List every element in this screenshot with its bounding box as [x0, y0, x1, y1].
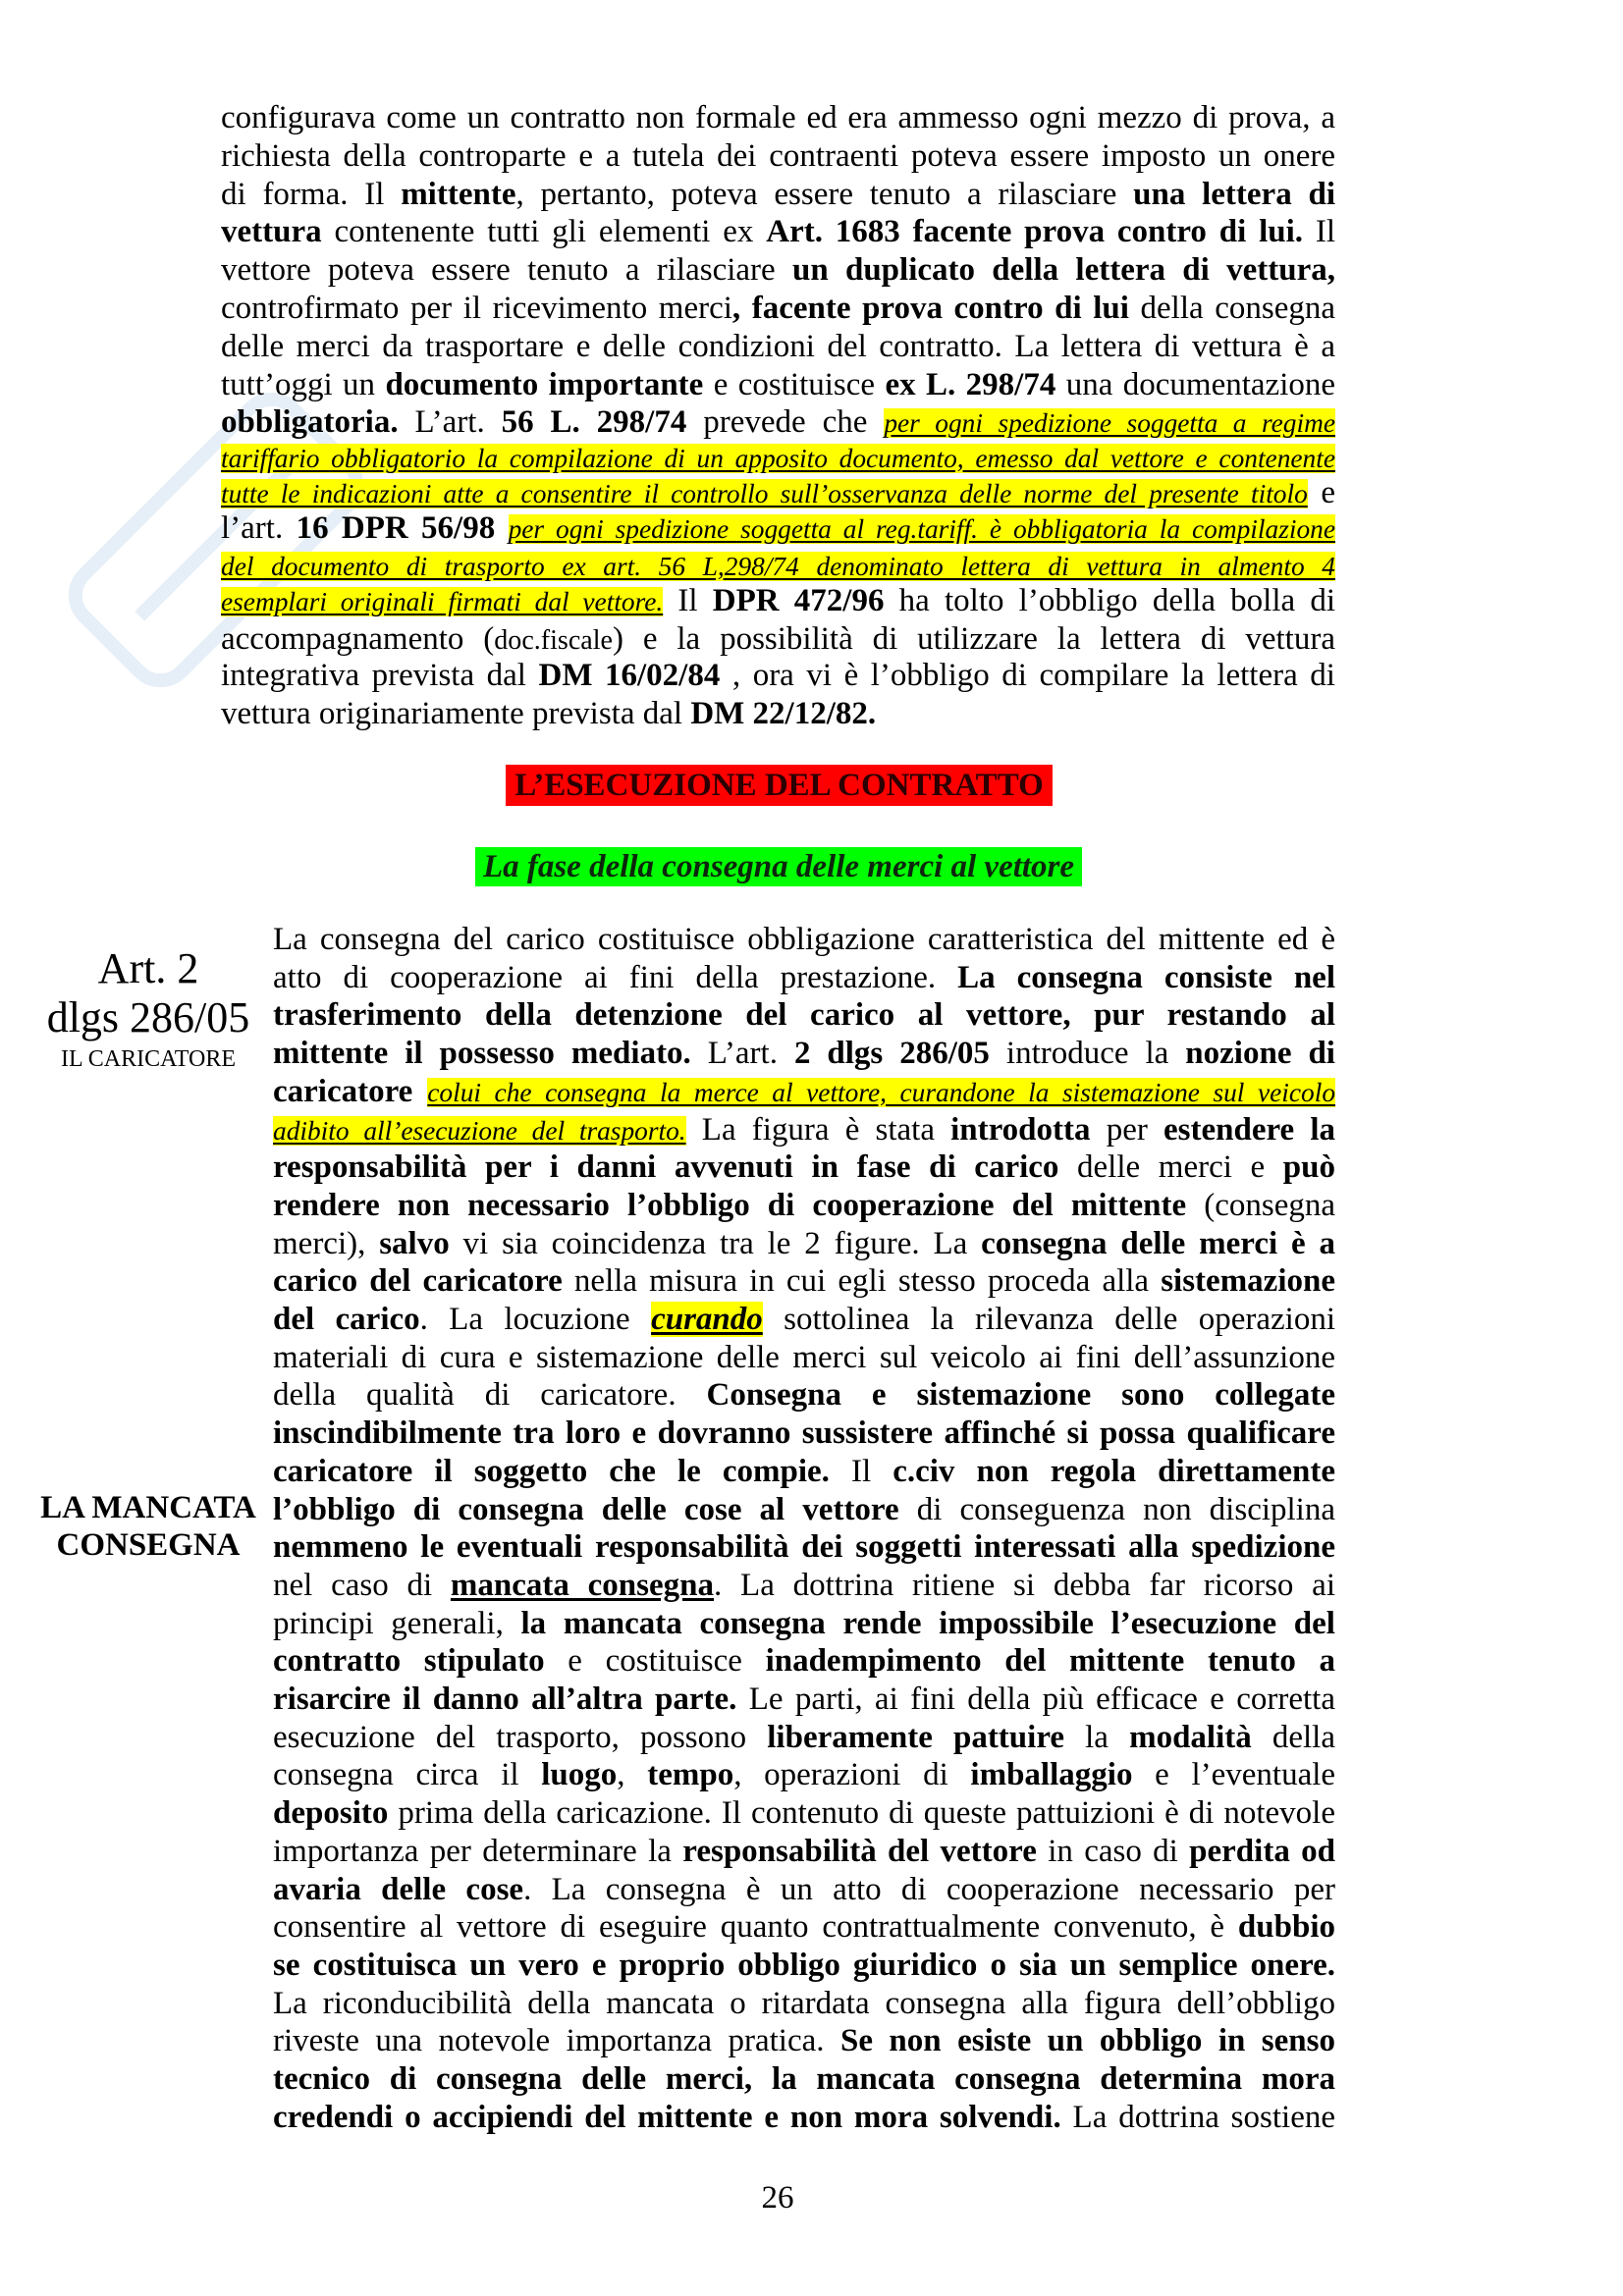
bold-text: tecnico di consegna delle merci, la mancata consegna determina mora — [273, 2061, 1335, 2097]
bold-text: liberamente pattuire — [767, 1720, 1065, 1755]
text-line — [273, 1073, 1335, 1110]
text-line — [221, 251, 1335, 289]
text-line — [273, 1453, 1335, 1490]
text-run: integrativa prevista dal — [221, 658, 539, 693]
text-run: nel caso di — [273, 1568, 451, 1603]
text-run: configurava come un contratto non formale ed era ammesso ogni mezzo di prova, a — [221, 100, 1335, 135]
text-line — [221, 657, 1335, 694]
highlighted-text: adibito all’esecuzione del trasporto. — [273, 1116, 686, 1146]
text-line — [273, 1339, 1335, 1376]
bold-text: contratto stipulato — [273, 1643, 545, 1679]
bold-text: consegna delle merci è a — [981, 1226, 1335, 1261]
highlighted-text: colui che consegna la merce al vettore, curandone la sistemazione sul veicolo — [427, 1078, 1336, 1107]
text-run: Le parti, ai fini della più efficace e corretta — [736, 1682, 1335, 1717]
bold-text: c.civ non regola direttamente — [893, 1454, 1335, 1489]
bold-text: sistemazione — [1161, 1263, 1335, 1299]
page-number: 26 — [761, 2180, 794, 2216]
bold-text: DM 22/12/82. — [690, 696, 877, 731]
text-line — [273, 1111, 1335, 1148]
text-run: richiesta della controparte e a tutela dei contraenti poteva essere imposto un onere — [221, 138, 1335, 174]
text-run: vi sia coincidenza tra le 2 figure. La — [449, 1226, 982, 1261]
bold-text: , facente prova contro di lui — [731, 291, 1129, 326]
text-run: consentire al vettore di eseguire quanto contrattualmente convenuto, è — [273, 1909, 1238, 1945]
text-run: Il — [1303, 214, 1335, 249]
text-run: ) e la possibilità di utilizzare la lettera di vettura — [612, 621, 1335, 657]
text-line — [273, 1947, 1335, 1984]
text-run: merci), — [273, 1226, 380, 1261]
text-run: e l’eventuale — [1132, 1757, 1336, 1792]
text-line — [273, 1605, 1335, 1642]
highlighted-text: esemplari originali firmati dal vettore. — [221, 587, 664, 616]
bold-text: una lettera di — [1133, 177, 1335, 212]
text-run: L’art. — [690, 1036, 794, 1071]
highlighted-text: per ogni spedizione soggetta al reg.tariff. è obbligatoria la compilazione — [508, 514, 1335, 544]
bold-text: caricatore il soggetto che le compie. — [273, 1454, 830, 1489]
text-line — [221, 137, 1335, 175]
text-line — [273, 1985, 1335, 2022]
text-line — [273, 1681, 1335, 1718]
text-run: della consegna — [1128, 291, 1335, 326]
text-run: l’art. — [221, 510, 297, 546]
text-run: importanza per determinare la — [273, 1834, 683, 1869]
text-run: e costituisce — [703, 367, 886, 402]
text-line — [221, 99, 1335, 136]
bold-text: 2 dlgs 286/05 — [793, 1036, 990, 1071]
subsection-heading: La fase della consegna delle merci al vettore — [475, 847, 1082, 886]
text-run: una documentazione — [1055, 367, 1336, 402]
bold-text: caricatore — [273, 1074, 413, 1109]
text-run: La riconducibilità della mancata o ritardata consegna alla figura dell’obbligo — [273, 1986, 1335, 2021]
text-run: in caso di — [1036, 1834, 1190, 1869]
section-heading: L’ESECUZIONE DEL CONTRATTO — [506, 765, 1053, 806]
text-line — [221, 328, 1335, 365]
text-line — [221, 582, 1335, 619]
bold-underlined-text: mancata consegna — [450, 1568, 715, 1603]
text-run: delle merci e — [1058, 1149, 1283, 1185]
highlighted-text: del documento di trasporto ex art. 56 L,298/74 denominato lettera di vettura in almento 4 — [221, 552, 1335, 581]
text-line — [221, 366, 1335, 403]
text-run — [412, 1074, 427, 1109]
text-run: della qualità di caricatore. — [273, 1377, 707, 1413]
text-run: tutt’oggi un — [221, 367, 386, 402]
text-run: riveste una notevole importanza pratica. — [273, 2023, 840, 2058]
text-run: nella misura in cui egli stesso proceda alla — [562, 1263, 1162, 1299]
text-run: e costituisce — [544, 1643, 766, 1679]
text-run: e — [1307, 475, 1335, 510]
bold-text: mittente il possesso mediato. — [273, 1036, 691, 1071]
text-run: controfirmato per il ricevimento merci — [221, 291, 732, 326]
bold-text: Consegna e sistemazione sono collegate — [706, 1377, 1335, 1413]
text-run: contenente tutti gli elementi ex — [321, 214, 767, 249]
text-line — [273, 996, 1335, 1034]
text-line — [221, 176, 1335, 213]
text-line — [273, 921, 1335, 958]
text-line — [273, 1491, 1335, 1528]
highlighted-text: tutte le indicazioni atte a consentire il controllo sull’osservanza delle norme del presente titolo — [221, 479, 1308, 508]
text-run: prima della caricazione. Il contenuto di queste pattuizioni è di notevole — [388, 1795, 1335, 1831]
bold-text: ex L. 298/74 — [885, 367, 1056, 402]
text-line — [273, 2022, 1335, 2059]
text-run: . La dottrina ritiene si debba far ricorso ai — [714, 1568, 1335, 1603]
text-line — [273, 1148, 1335, 1186]
text-run: , ora vi è l’obbligo di compilare la lettera di — [720, 658, 1335, 693]
text-line — [221, 620, 1335, 658]
text-run: principi generali, — [273, 1606, 521, 1641]
bold-text: avaria delle cose — [273, 1872, 524, 1907]
bold-text: mittente — [401, 177, 516, 212]
bold-text: perdita od — [1189, 1834, 1335, 1869]
text-line — [273, 1528, 1335, 1566]
bold-text: risarcire il danno all’altra parte. — [273, 1682, 737, 1717]
text-line — [273, 1719, 1335, 1756]
text-run: Il — [663, 583, 713, 618]
bold-text: inadempimento del mittente tenuto a — [765, 1643, 1335, 1679]
bold-text: nozione di — [1185, 1036, 1335, 1071]
text-run: di forma. Il — [221, 177, 402, 212]
text-run — [495, 510, 508, 546]
text-line — [273, 1871, 1335, 1908]
text-run: . La locuzione — [419, 1302, 652, 1337]
bold-text: carico del caricatore — [273, 1263, 563, 1299]
text-line — [221, 213, 1335, 250]
bold-text: rendere non necessario l’obbligo di cooperazione del mittente — [273, 1188, 1187, 1223]
bold-text: la mancata consegna rende impossibile l’esecuzione del — [520, 1606, 1335, 1641]
text-run: atto di cooperazione ai fini della prestazione. — [273, 960, 958, 995]
bold-text: salvo — [379, 1226, 450, 1261]
bold-text: La consegna consiste nel — [957, 960, 1336, 995]
bold-text: modalità — [1129, 1720, 1252, 1755]
text-run: La figura è stata — [685, 1112, 951, 1148]
bold-text: imballaggio — [970, 1757, 1133, 1792]
text-line — [273, 1415, 1335, 1452]
bold-text: nemmeno le eventuali responsabilità dei soggetti interessati alla spedizione — [273, 1529, 1335, 1565]
text-line — [221, 547, 1335, 584]
bold-text: vettura — [221, 214, 322, 249]
bold-text: Se non esiste un obbligo in senso — [839, 2023, 1335, 2058]
bold-text: DM 16/02/84 — [538, 658, 721, 693]
text-run: la — [1064, 1720, 1130, 1755]
margin-note-caricatore: IL CARICATORE — [60, 1046, 236, 1072]
text-run: vettore poteva essere tenuto a rilasciare — [221, 252, 792, 288]
bold-text: dubbio — [1237, 1909, 1335, 1945]
bold-text: obbligatoria. — [221, 404, 399, 440]
text-line — [273, 1833, 1335, 1870]
text-run: , — [617, 1757, 648, 1792]
highlighted-text: per ogni spedizione soggetta a regime — [884, 408, 1335, 438]
text-line — [221, 290, 1335, 327]
text-run: L’art. — [398, 404, 502, 440]
text-run: materiali di cura e sistemazione delle merci sul veicolo ai fini dell’assunzione — [273, 1340, 1335, 1375]
text-run: . La consegna è un atto di cooperazione necessario per — [523, 1872, 1335, 1907]
bold-text: trasferimento della detenzione del carico al vettore, pur restando al — [273, 997, 1335, 1033]
text-run: di conseguenza non disciplina — [898, 1492, 1335, 1527]
text-line — [273, 1376, 1335, 1414]
text-line — [221, 509, 1335, 547]
text-line — [273, 1908, 1335, 1946]
small-text: doc.fiscale — [494, 625, 613, 656]
bold-text: credendi o accipiendi del mittente e non mora solvendi. — [273, 2100, 1061, 2135]
bold-text: documento importante — [385, 367, 704, 402]
text-run: delle merci da trasportare e delle condizioni del contratto. La lettera di vettura è a — [221, 329, 1335, 364]
text-run: esecuzione del trasporto, possono — [273, 1720, 768, 1755]
text-run: consegna circa il — [273, 1757, 542, 1792]
text-line — [221, 403, 1335, 441]
text-line — [273, 1567, 1335, 1604]
text-run: Il — [829, 1454, 893, 1489]
text-run: (consegna — [1186, 1188, 1335, 1223]
text-line — [273, 1301, 1335, 1338]
margin-note-decree: dlgs 286/05 — [46, 993, 250, 1041]
text-line — [273, 1187, 1335, 1224]
text-run: , pertanto, poteva essere tenuto a rilasciare — [515, 177, 1134, 212]
text-run: ha tolto l’obbligo della bolla di — [884, 583, 1335, 618]
text-line — [273, 2099, 1335, 2136]
text-run: , operazioni di — [733, 1757, 971, 1792]
bold-text: introdotta — [950, 1112, 1091, 1148]
highlighted-bold-text: curando — [651, 1302, 763, 1337]
text-line — [273, 959, 1335, 996]
text-line — [273, 1756, 1335, 1793]
bold-text: inscindibilmente tra loro e dovranno sussistere affinché si possa qualificare — [273, 1415, 1335, 1451]
bold-text: può — [1282, 1149, 1335, 1185]
margin-note-article: Art. 2 — [97, 944, 199, 992]
bold-text: 16 DPR 56/98 — [296, 510, 496, 546]
bold-text: responsabilità per i danni avvenuti in fase di carico — [273, 1149, 1059, 1185]
bold-text: luogo — [541, 1757, 618, 1792]
text-line — [273, 1035, 1335, 1072]
margin-note-mancata: LA MANCATA — [40, 1490, 256, 1525]
bold-text: l’obbligo di consegna delle cose al vettore — [273, 1492, 899, 1527]
text-run: introduce la — [989, 1036, 1186, 1071]
text-run: per — [1090, 1112, 1163, 1148]
text-line — [273, 1642, 1335, 1680]
bold-text: DPR 472/96 — [712, 583, 885, 618]
text-run: vettura originariamente prevista dal — [221, 696, 691, 731]
bold-text: Art. 1683 facente prova contro di lui. — [766, 214, 1304, 249]
text-run: La consegna del carico costituisce obbligazione caratteristica del mittente ed è — [273, 922, 1335, 957]
text-line — [221, 695, 1335, 732]
text-run: sottolinea la rilevanza delle operazioni — [762, 1302, 1335, 1337]
text-run: La dottrina sostiene — [1060, 2100, 1336, 2135]
highlighted-text: tariffario obbligatorio la compilazione di un apposito documento, emesso dal vettore e contenente — [221, 444, 1335, 473]
bold-text: responsabilità del vettore — [682, 1834, 1037, 1869]
margin-note-consegna: CONSEGNA — [56, 1527, 241, 1563]
bold-text: se costituisca un vero e proprio obbligo giuridico o sia un semplice onere. — [273, 1948, 1335, 1983]
bold-text: estendere la — [1163, 1112, 1335, 1148]
text-run: della — [1251, 1720, 1335, 1755]
text-line — [221, 439, 1335, 476]
bold-text: deposito — [273, 1795, 389, 1831]
text-run: prevede che — [686, 404, 885, 440]
bold-text: un duplicato della lettera di vettura, — [791, 252, 1335, 288]
text-line — [273, 1262, 1335, 1300]
text-line — [273, 1794, 1335, 1832]
bold-text: del carico — [273, 1302, 420, 1337]
text-line — [273, 1225, 1335, 1262]
text-line — [273, 2060, 1335, 2098]
bold-text: tempo — [647, 1757, 734, 1792]
text-run: accompagnamento ( — [221, 621, 495, 657]
bold-text: 56 L. 298/74 — [501, 404, 687, 440]
text-line — [221, 474, 1335, 511]
